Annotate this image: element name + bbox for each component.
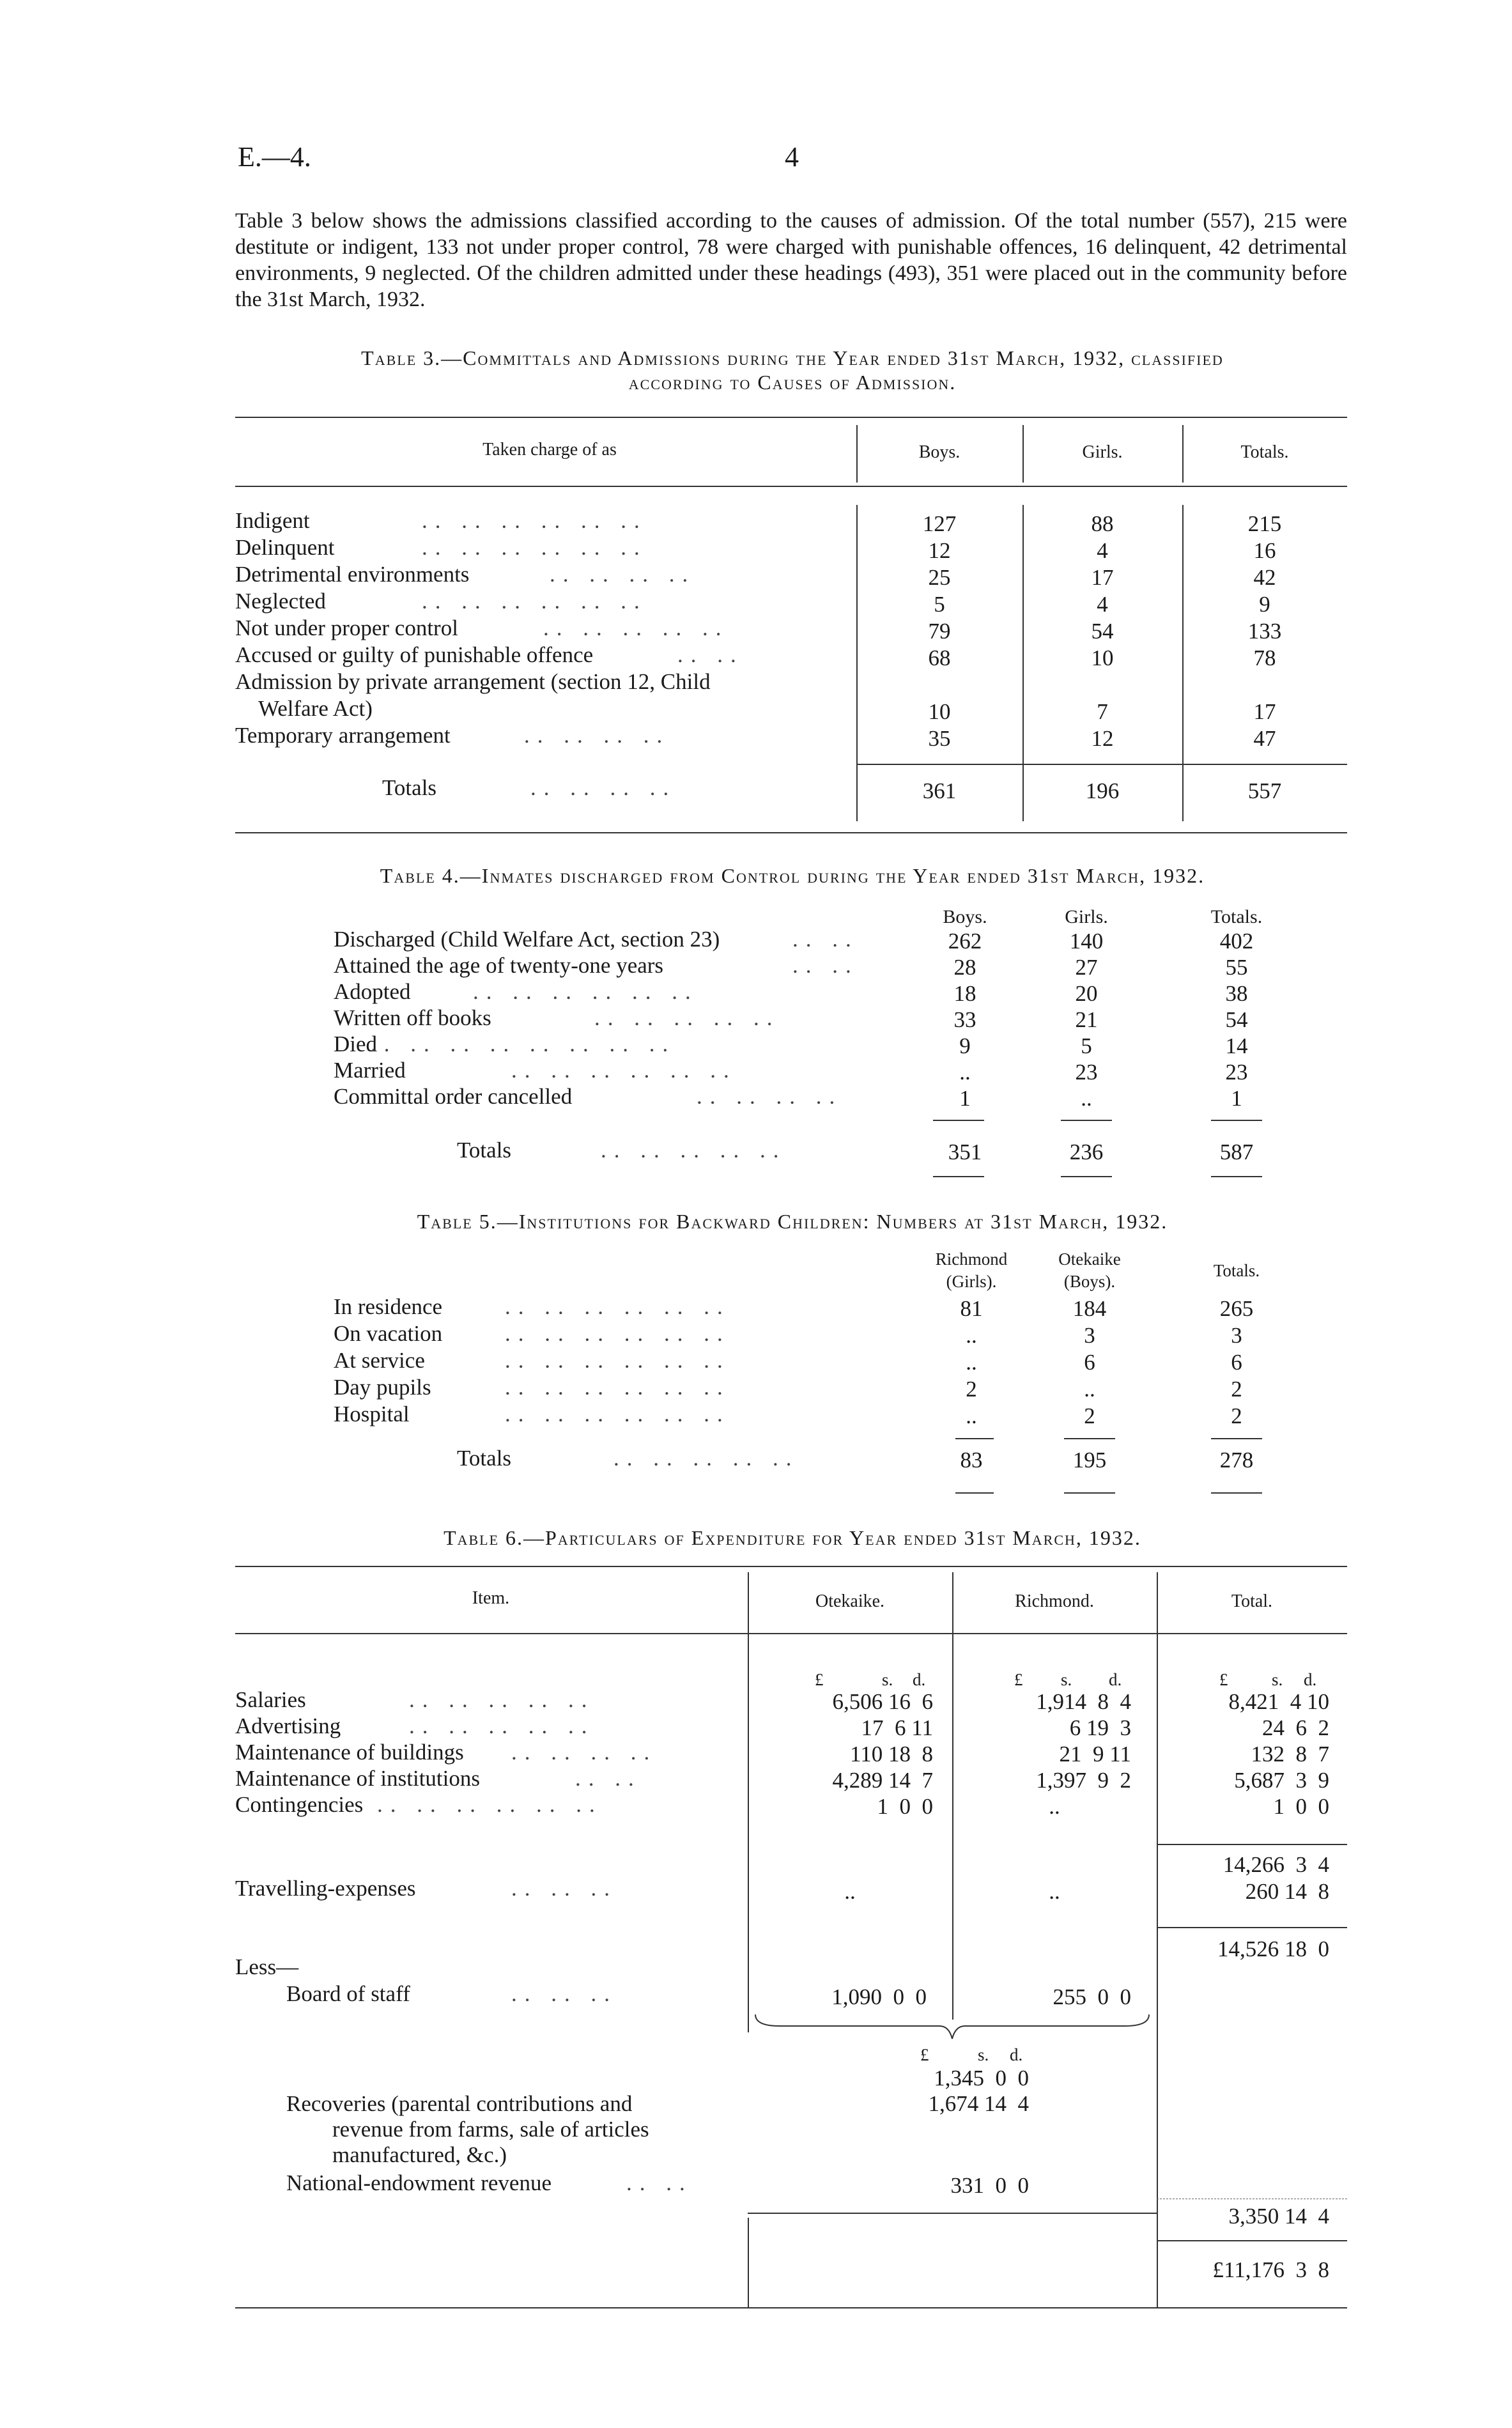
table-5-cell-totals: 2 <box>1231 1403 1242 1428</box>
leader-dots: .. .. .. .. .. .. <box>505 1375 730 1400</box>
table-5-row-label: On vacation <box>334 1321 443 1346</box>
table-3-top-rule <box>235 417 1347 418</box>
table-5-col-totals: Totals. <box>1213 1261 1260 1280</box>
rule <box>955 1492 994 1494</box>
table-4-cell-boys: 262 <box>948 929 982 954</box>
table-4-cell-girls: 5 <box>1081 1033 1092 1058</box>
table-5-cell-otekaike: 2 <box>1084 1403 1095 1428</box>
table-6-cell-total: 132 8 7 <box>1251 1742 1329 1767</box>
leader-dots: .. .. .. .. .. .. <box>505 1321 730 1346</box>
table-4-totals-girls: 236 <box>1069 1140 1104 1164</box>
table-6-cell-richmond: 1,397 9 2 <box>1036 1768 1131 1793</box>
table-6-cell-richmond: .. <box>1049 1794 1060 1819</box>
table-3-totals-girls: 196 <box>1085 778 1120 803</box>
deduction-total: 3,350 14 4 <box>1228 2204 1329 2229</box>
leader-dots: .. .. <box>626 2170 693 2195</box>
table-6-cell-otekaike: 4,289 14 7 <box>832 1768 933 1793</box>
table-6-cell-richmond: 21 9 11 <box>1059 1742 1131 1767</box>
table-3-cell-girls: 10 <box>1091 646 1114 670</box>
leader-dots: .. .. .. .. .. .. <box>505 1294 730 1319</box>
table-4-cell-boys: 28 <box>953 955 976 980</box>
table-3-row-label: Admission by private arrangement (section 12, Child <box>235 669 711 694</box>
table-4-cell-totals: 402 <box>1219 929 1254 954</box>
intro-paragraph: Table 3 below shows the admissions classified according to the causes of admission. Of the total number (557), 215 were destitute or indigent, 133 not under proper control, 78 were charged with punishable offences, 16 delinquent, 42 detrimental environments, 9 neglected. Of the children admitted under these headings (493), 351 were placed out in the community before the 31st March, 1932. <box>235 209 1347 311</box>
leader-dots: .. .. <box>792 953 859 978</box>
table-4-cell-totals: 23 <box>1225 1060 1248 1085</box>
table-4-cell-girls: 21 <box>1075 1007 1098 1032</box>
unit-shilling: s. <box>978 2045 989 2064</box>
table-6-title: Table 6.—Particulars of Expenditure for Year ended 31st March, 1932. <box>444 1526 1141 1549</box>
table-4-row-label: Attained the age of twenty-one years <box>334 953 664 978</box>
table-4-cell-girls: 27 <box>1075 955 1098 980</box>
table-3-bottom-rule <box>235 832 1347 833</box>
table-3-row-label: Welfare Act) <box>258 696 373 721</box>
unit-shilling: s. <box>882 1670 893 1689</box>
table-3-cell-boys: 35 <box>928 726 951 751</box>
leader-dots: .. .. .. .. .. .. <box>422 589 647 614</box>
table-5-totals-otekaike: 195 <box>1072 1448 1107 1473</box>
table-5-cell-totals: 265 <box>1219 1296 1254 1321</box>
table-4-col-girls: Girls. <box>1065 906 1108 927</box>
table-6-top-rule <box>235 1566 1347 1567</box>
table-3-cell-boys: 5 <box>934 592 945 617</box>
rule <box>1211 1120 1262 1121</box>
endowment-amount: 331 0 0 <box>950 2173 1029 2198</box>
leader-dots: .. .. .. .. .. .. <box>377 1792 603 1817</box>
leader-dots: .. .. .. .. <box>524 723 670 748</box>
table-3-cell-girls: 7 <box>1097 699 1108 724</box>
leader-dots: .. .. .. .. <box>530 775 677 800</box>
table-3-row-label: Detrimental environments <box>235 562 470 587</box>
leader-dots: .. .. .. .. .. .. <box>505 1402 730 1427</box>
table-3-cell-boys: 10 <box>928 699 951 724</box>
table-4-cell-totals: 54 <box>1225 1007 1248 1032</box>
table-4-totals-label: Totals <box>457 1138 512 1163</box>
leader-dots: .. .. .. <box>511 1876 617 1901</box>
leader-dots: .. .. <box>575 1766 642 1791</box>
table-3-title-line1: Table 3.—Committals and Admissions during the Year ended 31st March, 1932, classified <box>361 346 1224 369</box>
table-5-totals-totals: 278 <box>1219 1448 1254 1473</box>
table-5-col-otekaike-sub: (Boys). <box>1063 1272 1116 1291</box>
table-6-col-richmond: Richmond. <box>1015 1591 1094 1611</box>
table-5-col-richmond-sub: (Girls). <box>946 1272 997 1291</box>
travelling-otekaike: .. <box>844 1879 856 1904</box>
table-5-cell-totals: 3 <box>1231 1323 1242 1348</box>
table-5-cell-otekaike: .. <box>1084 1377 1095 1402</box>
unit-shilling: s. <box>1061 1670 1072 1689</box>
table-4-cell-totals: 1 <box>1231 1086 1242 1111</box>
table-3-totals-rule <box>856 764 1347 765</box>
table-5-cell-richmond: .. <box>966 1403 977 1428</box>
table-5-totals-richmond: 83 <box>960 1448 983 1473</box>
rule <box>1061 1120 1112 1121</box>
recoveries-amount: 1,674 14 4 <box>928 2091 1029 2116</box>
leader-dots: .. .. .. .. .. .. <box>473 979 698 1004</box>
table-6-divider <box>1157 1572 1158 2307</box>
leader-dots: .. .. .. .. .. .. <box>505 1348 730 1373</box>
table-4-cell-girls: .. <box>1081 1086 1092 1111</box>
table-6-row-label: Maintenance of buildings <box>235 1740 464 1765</box>
unit-pence: d. <box>913 1670 926 1689</box>
table-6-row-label: Salaries <box>235 1687 306 1712</box>
table-5-cell-otekaike: 3 <box>1084 1323 1095 1348</box>
leader-dots: .. .. .. .. .. .. .. .. <box>371 1032 676 1056</box>
table-4-cell-boys: .. <box>959 1060 971 1085</box>
table-5-row-label: At service <box>334 1348 425 1373</box>
leader-dots: .. .. .. .. <box>697 1084 843 1109</box>
less-label: Less— <box>235 1954 299 1979</box>
net-total: £11,176 3 8 <box>1212 2257 1329 2282</box>
unit-shilling: s. <box>1272 1670 1283 1689</box>
table-4-cell-boys: 18 <box>953 981 976 1006</box>
table-4-row-label: Discharged (Child Welfare Act, section 23) <box>334 927 720 952</box>
table-3-row-label: Not under proper control <box>235 615 458 640</box>
travelling-richmond: .. <box>1049 1879 1060 1904</box>
rule <box>1211 1438 1262 1439</box>
table-5-row-label: Day pupils <box>334 1375 431 1400</box>
table-5-row-label: Hospital <box>334 1402 410 1427</box>
table-5-col-otekaike: Otekaike <box>1058 1249 1121 1269</box>
table-5-cell-richmond: 2 <box>966 1377 977 1402</box>
table-4-cell-boys: 33 <box>953 1007 976 1032</box>
combining-brace <box>754 2013 1150 2042</box>
unit-pence: d. <box>1010 2045 1023 2064</box>
table-3-cell-girls: 4 <box>1097 538 1108 563</box>
rule <box>1064 1438 1115 1439</box>
board-sum: 1,345 0 0 <box>934 2066 1029 2091</box>
table-3-cell-boys: 79 <box>928 619 951 644</box>
table-3-cell-boys: 68 <box>928 646 951 670</box>
table-6-row-label: Maintenance of institutions <box>235 1766 480 1791</box>
leader-dots: .. .. .. .. .. <box>543 615 729 640</box>
table-3-cell-totals: 133 <box>1247 619 1282 644</box>
leader-dots: .. .. .. <box>511 1981 617 2006</box>
table-4-title: Table 4.—Inmates discharged from Control during the Year ended 31st March, 1932. <box>380 864 1205 887</box>
table-3-cell-girls: 12 <box>1091 726 1114 751</box>
rule <box>1061 1176 1112 1177</box>
table-4-row-label: Died <box>334 1032 378 1056</box>
table-4-cell-girls: 23 <box>1075 1060 1098 1085</box>
rule <box>955 1438 994 1439</box>
table-4-totals-totals: 587 <box>1219 1140 1254 1164</box>
table-6-cell-otekaike: 1 0 0 <box>877 1794 933 1819</box>
unit-pound: £ <box>815 1670 824 1689</box>
table-3-cell-totals: 9 <box>1259 592 1270 617</box>
table-4-cell-girls: 140 <box>1069 929 1104 954</box>
unit-pound: £ <box>1014 1670 1023 1689</box>
table-4-row-label: Adopted <box>334 979 411 1004</box>
table-3-totals-label: Totals <box>382 775 437 800</box>
leader-dots: .. .. .. .. .. .. <box>422 535 647 560</box>
table-3-row-label: Temporary arrangement <box>235 723 451 748</box>
table-6-subtotal-rule <box>1157 1927 1347 1928</box>
leader-dots: .. .. .. .. .. <box>409 1713 595 1738</box>
table-5-row-label: In residence <box>334 1294 443 1319</box>
table-6-col-item: Item. <box>472 1588 510 1608</box>
table-6-cell-otekaike: 110 18 8 <box>850 1742 933 1767</box>
table-3-col-girls: Girls. <box>1082 442 1123 462</box>
table-6-cell-otekaike: 17 6 11 <box>861 1715 933 1740</box>
rule <box>933 1176 984 1177</box>
document-code: E.—4. <box>238 141 311 173</box>
table-6-subtotal-2: 14,526 18 0 <box>1217 1937 1329 1961</box>
table-3-cell-totals: 47 <box>1253 726 1276 751</box>
table-3-cell-girls: 4 <box>1097 592 1108 617</box>
table-6-row-label: Advertising <box>235 1713 341 1738</box>
leader-dots: .. .. .. .. .. <box>594 1005 780 1030</box>
table-6-cell-total: 1 0 0 <box>1273 1794 1329 1819</box>
table-6-cell-total: 24 6 2 <box>1262 1715 1329 1740</box>
table-5-col-richmond: Richmond <box>935 1249 1008 1269</box>
table-6-col-otekaike: Otekaike. <box>815 1591 885 1611</box>
leader-dots: .. .. .. .. .. <box>613 1446 799 1471</box>
table-3-cell-totals: 16 <box>1253 538 1276 563</box>
table-3-col-boys: Boys. <box>918 442 960 462</box>
recoveries-label-3: manufactured, &c.) <box>332 2142 507 2167</box>
table-4-row-label: Married <box>334 1058 406 1083</box>
table-6-cell-richmond: 6 19 3 <box>1069 1715 1131 1740</box>
table-6-cell-richmond: 1,914 8 4 <box>1036 1689 1131 1714</box>
leader-dots: .. .. <box>677 642 744 667</box>
table-3-title-line2: according to Causes of Admission. <box>628 371 957 394</box>
table-4-cell-boys: 1 <box>959 1086 971 1111</box>
table-3-cell-totals: 78 <box>1253 646 1276 670</box>
table-3-cell-girls: 88 <box>1091 511 1114 536</box>
table-4-cell-boys: 9 <box>959 1033 971 1058</box>
board-otekaike: 1,090 0 0 <box>831 1984 927 2009</box>
rule <box>1211 1492 1262 1494</box>
table-3-row-label: Indigent <box>235 508 310 533</box>
table-3-cell-totals: 215 <box>1247 511 1282 536</box>
table-4-col-totals: Totals. <box>1210 906 1263 927</box>
table-3-cell-boys: 127 <box>922 511 957 536</box>
table-4-cell-totals: 55 <box>1225 955 1248 980</box>
table-3-cell-boys: 25 <box>928 565 951 590</box>
rule <box>933 1120 984 1121</box>
travelling-label: Travelling-expenses <box>235 1876 416 1901</box>
table-3-col-taken-charge: Taken charge of as <box>482 440 617 460</box>
unit-pound: £ <box>920 2045 929 2064</box>
table-6-cell-otekaike: 6,506 16 6 <box>832 1689 933 1714</box>
table-3-cell-girls: 17 <box>1091 565 1114 590</box>
board-richmond: 255 0 0 <box>1053 1984 1131 2009</box>
leader-dots: .. .. .. .. .. .. <box>422 508 647 533</box>
table-3-cell-totals: 42 <box>1253 565 1276 590</box>
rule <box>1211 1176 1262 1177</box>
table-6-cell-total: 8,421 4 10 <box>1228 1689 1329 1714</box>
page-number: 4 <box>785 141 799 173</box>
table-5-cell-otekaike: 184 <box>1072 1296 1107 1321</box>
table-6-rule <box>748 2213 1157 2214</box>
table-3-cell-boys: 12 <box>928 538 951 563</box>
rule <box>1064 1492 1115 1494</box>
table-6-subtotal-rule <box>1157 1844 1347 1845</box>
table-5-cell-totals: 2 <box>1231 1377 1242 1402</box>
table-5-cell-richmond: .. <box>966 1323 977 1348</box>
table-4-cell-girls: 20 <box>1075 981 1098 1006</box>
leader-dots: .. .. .. .. <box>511 1740 658 1765</box>
table-4-col-boys: Boys. <box>943 906 987 927</box>
table-5-cell-richmond: .. <box>966 1350 977 1375</box>
table-3-col-totals: Totals. <box>1240 442 1289 462</box>
table-4-row-label: Committal order cancelled <box>334 1084 573 1109</box>
recoveries-label-1: Recoveries (parental contributions and <box>286 2091 633 2116</box>
table-3-row-label: Delinquent <box>235 535 335 560</box>
table-6-row-label: Contingencies <box>235 1792 364 1817</box>
table-6-col-total: Total. <box>1231 1591 1273 1611</box>
table-6-divider <box>748 1572 749 2032</box>
travelling-total: 260 14 8 <box>1245 1879 1329 1904</box>
unit-pence: d. <box>1304 1670 1317 1689</box>
table-6-divider <box>748 2218 749 2307</box>
table-6-rule <box>1157 2240 1347 2241</box>
leader-dots: .. .. <box>792 927 859 952</box>
table-4-totals-boys: 351 <box>948 1140 982 1164</box>
table-3-row-label: Neglected <box>235 589 326 614</box>
table-3-totals-boys: 361 <box>922 778 957 803</box>
table-5-cell-otekaike: 6 <box>1084 1350 1095 1375</box>
leader-dots: .. .. .. .. <box>550 562 696 587</box>
unit-pence: d. <box>1109 1670 1122 1689</box>
table-5-cell-richmond: 81 <box>960 1296 983 1321</box>
leader-dots: .. .. .. .. .. <box>601 1138 787 1163</box>
table-3-header-rule <box>235 486 1347 487</box>
table-3-row-label: Accused or guilty of punishable offence <box>235 642 594 667</box>
recoveries-label-2: revenue from farms, sale of articles <box>332 2117 649 2142</box>
table-5-cell-totals: 6 <box>1231 1350 1242 1375</box>
table-6-subtotal-1: 14,266 3 4 <box>1223 1852 1329 1877</box>
table-5-title: Table 5.—Institutions for Backward Children: Numbers at 31st March, 1932. <box>417 1210 1168 1233</box>
table-4-cell-totals: 38 <box>1225 981 1248 1006</box>
table-4-row-label: Written off books <box>334 1005 491 1030</box>
table-3-cell-totals: 17 <box>1253 699 1276 724</box>
board-label: Board of staff <box>286 1981 410 2006</box>
table-3-cell-girls: 54 <box>1091 619 1114 644</box>
table-4-cell-totals: 14 <box>1225 1033 1248 1058</box>
table-3-totals-totals: 557 <box>1247 778 1282 803</box>
leader-dots: .. .. .. .. .. <box>409 1687 595 1712</box>
unit-pound: £ <box>1219 1670 1228 1689</box>
table-6-bottom-rule <box>235 2307 1347 2308</box>
endowment-label: National-endowment revenue <box>286 2170 552 2195</box>
table-6-header-rule <box>235 1633 1347 1634</box>
table-6-cell-total: 5,687 3 9 <box>1234 1768 1329 1793</box>
table-5-totals-label: Totals <box>457 1446 512 1471</box>
leader-dots: .. .. .. .. .. .. <box>511 1058 737 1083</box>
